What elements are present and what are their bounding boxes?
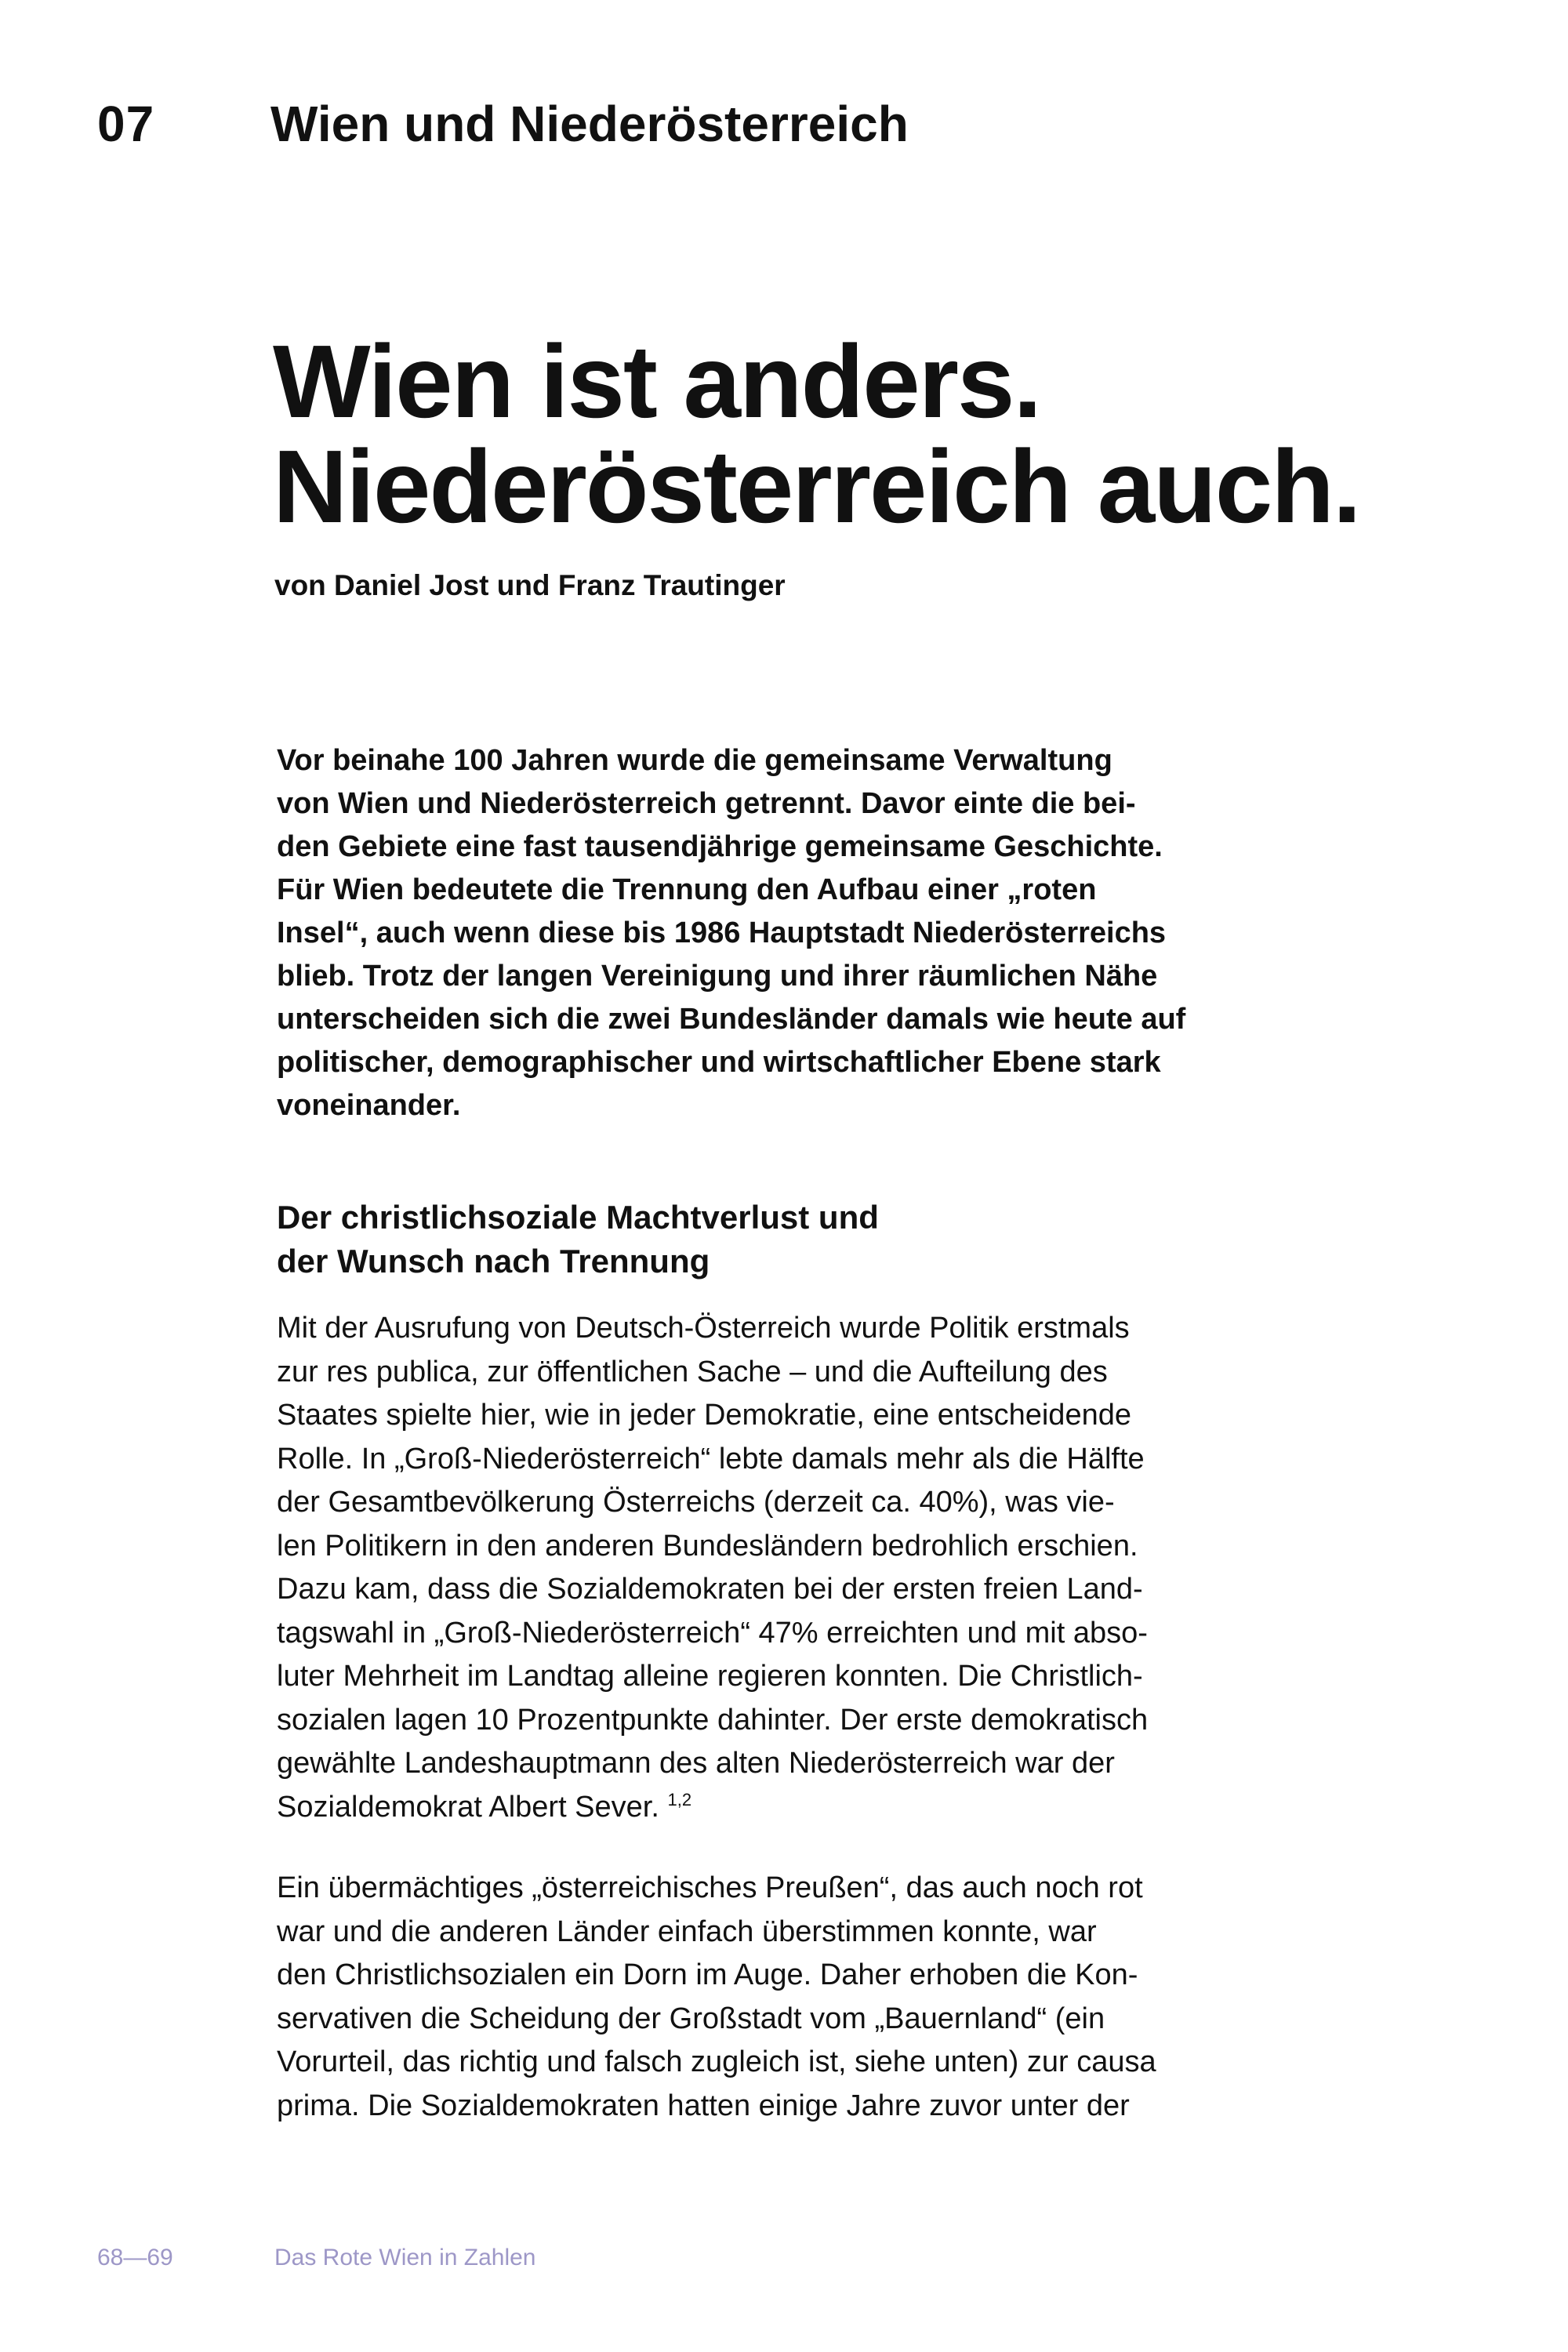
body-line: Rolle. In „Groß-Niederösterreich“ lebte damals mehr als die Hälfte: [277, 1442, 1145, 1475]
body-line: war und die anderen Länder einfach überstimmen konnte, war: [277, 1915, 1097, 1948]
body-line: den Christlichsozialen ein Dorn im Auge. Daher erhoben die Kon-: [277, 1958, 1138, 1991]
body-line: Mit der Ausrufung von Deutsch-Österreich wurde Politik erstmals: [277, 1312, 1130, 1345]
footnote-reference[interactable]: 1,2: [667, 1789, 692, 1809]
body-line: tagswahl in „Groß-Niederösterreich“ 47% erreichten und mit abso-: [277, 1616, 1148, 1650]
footer-publication-title: Das Rote Wien in Zahlen: [274, 2245, 536, 2270]
section-heading-line: der Wunsch nach Trennung: [277, 1243, 710, 1279]
body-paragraph-2: [277, 1867, 1304, 2128]
body-line: servativen die Scheidung der Großstadt vom „Bauernland“ (ein: [277, 2002, 1105, 2035]
section-heading: [277, 1196, 879, 1283]
chapter-title: Wien und Niederösterreich: [270, 96, 909, 152]
lead-line: Vor beinahe 100 Jahren wurde die gemeinsame Verwaltung: [277, 744, 1112, 777]
lead-line: Für Wien bedeutete die Trennung den Aufbau einer „roten: [277, 873, 1097, 906]
body-line: Dazu kam, dass die Sozialdemokraten bei der ersten freien Land-: [277, 1573, 1143, 1606]
body-line: zur res publica, zur öffentlichen Sache – und die Aufteilung des: [277, 1355, 1108, 1388]
body-line-last: [277, 1786, 1304, 1830]
lead-line: blieb. Trotz der langen Vereinigung und ihrer räumlichen Nähe: [277, 960, 1158, 993]
body-line: gewählte Landeshauptmann des alten Niederösterreich war der: [277, 1747, 1115, 1780]
lead-line: den Gebiete eine fast tausendjährige gemeinsame Geschichte.: [277, 830, 1163, 863]
footer-page-numbers: 68—69: [97, 2245, 173, 2270]
body-line: len Politikern in den anderen Bundesländern bedrohlich erschien.: [277, 1529, 1138, 1563]
article-title-line: Niederösterreich auch.: [273, 429, 1360, 544]
section-heading-line: Der christlichsoziale Machtverlust und: [277, 1199, 879, 1236]
article-title-line: Wien ist anders.: [273, 324, 1041, 439]
lead-paragraph: [277, 739, 1304, 1127]
byline: von Daniel Jost und Franz Trautinger: [274, 569, 786, 601]
body-line: Ein übermächtiges „österreichisches Preußen“, das auch noch rot: [277, 1871, 1143, 1904]
article-title: [273, 324, 1449, 544]
body-line-text: Sozialdemokrat Albert Sever.: [277, 1790, 659, 1824]
body-line: Vorurteil, das richtig und falsch zugleich ist, siehe unten) zur causa: [277, 2045, 1156, 2078]
body-line: der Gesamtbevölkerung Österreichs (derzeit ca. 40%), was vie-: [277, 1486, 1115, 1519]
body-paragraph-1: [277, 1307, 1304, 1829]
body-line: luter Mehrheit im Landtag alleine regieren konnten. Die Christlich-: [277, 1660, 1143, 1693]
lead-line: unterscheiden sich die zwei Bundesländer damals wie heute auf: [277, 1003, 1186, 1036]
body-line: Staates spielte hier, wie in jeder Demokratie, eine entscheidende: [277, 1399, 1131, 1432]
lead-line: von Wien und Niederösterreich getrennt. Davor einte die bei-: [277, 787, 1136, 820]
lead-line: voneinander.: [277, 1089, 461, 1122]
body-line: sozialen lagen 10 Prozentpunkte dahinter. Der erste demokratisch: [277, 1703, 1149, 1737]
chapter-number: 07: [97, 96, 155, 152]
lead-line: Insel“, auch wenn diese bis 1986 Hauptstadt Niederösterreichs: [277, 916, 1167, 949]
lead-line: politischer, demographischer und wirtschaftlicher Ebene stark: [277, 1046, 1161, 1079]
body-line: prima. Die Sozialdemokraten hatten einige Jahre zuvor unter der: [277, 2089, 1130, 2122]
